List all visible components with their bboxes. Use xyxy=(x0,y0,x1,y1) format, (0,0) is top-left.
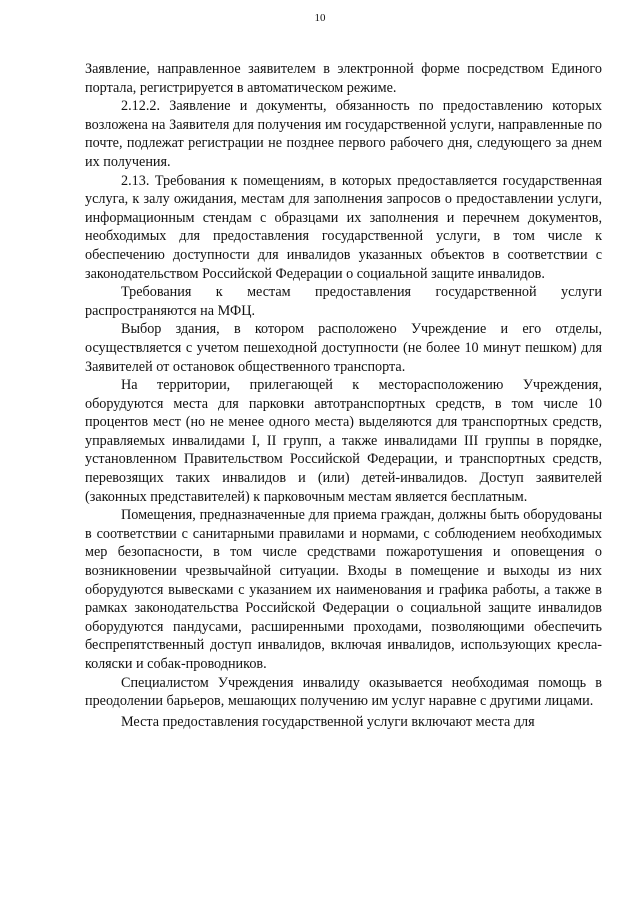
paragraph-2-12-2: 2.12.2. Заявление и документы, обязанность по предоставлению которых возложена на Заявителя для получения им государственной услуги, направленные по почте, подлежат регистрации не позднее первого рабочего дня, следующего за днем их получения. xyxy=(85,98,602,170)
page-number: 10 xyxy=(314,12,326,24)
paragraph-application-registration: Заявление, направленное заявителем в электронной форме посредством Единого портала, регистрируется в автоматическом режиме. xyxy=(85,61,602,96)
paragraph-mfc-requirements: Требования к местам предоставления государственной услуги распространяются на МФЦ. xyxy=(85,284,602,319)
paragraph-premises: Помещения, предназначенные для приема граждан, должны быть оборудованы в соответствии с санитарными правилами и нормами, с соблюдением необходимых мер безопасности, в том числе средствами пожаротушения и оповещения о возникновении чрезвычайной ситуации. Входы в помещение и выходы из них оборудуются вывесками с указанием их наименования и графика работы, а также в рамках законодательства Российской Федерации о социальной защите инвалидов оборудуются пандусами, расширенными проходами, позволяющими обеспечить беспрепятственный доступ инвалидов, включая инвалидов, использующих кресла-коляски и собак-проводников. xyxy=(85,507,602,672)
paragraph-service-places: Места предоставления государственной услуги включают места для xyxy=(121,713,535,730)
paragraph-parking: На территории, прилегающей к месторасположению Учреждения, оборудуются места для парковки автотранспортных средств, в том числе 10 процентов мест (но не менее одного места) выделяются для транспортных средств, управляемых инвалидами I, II групп, а также инвалидами III группы в порядке, установленном Правительством Российской Федерации, и транспортных средств, перевозящих таких инвалидов и (или) детей-инвалидов. Доступ заявителей (законных представителей) к парковочным местам является бесплатным. xyxy=(85,377,602,505)
paragraph-2-13: 2.13. Требования к помещениям, в которых предоставляется государственная услуга, к залу ожидания, местам для заполнения запросов о предоставлении услуги, информационным стендам с образцами их заполнения и перечнем документов, необходимых для предоставления государственной услуги, в том числе к обеспечению доступности для инвалидов указанных объектов в соответствии с законодательством Российской Федерации о социальной защите инвалидов. xyxy=(85,172,602,282)
paragraph-assistance: Специалистом Учреждения инвалиду оказывается необходимая помощь в преодолении барьеров, мешающих получению им услуг наравне с другими лицами. xyxy=(85,674,602,710)
document-body xyxy=(85,60,602,731)
paragraph-building-choice: Выбор здания, в котором расположено Учреждение и его отделы, осуществляется с учетом пешеходной доступности (не более 10 минут пешком) для Заявителей от остановок общественного транспорта. xyxy=(85,321,602,375)
